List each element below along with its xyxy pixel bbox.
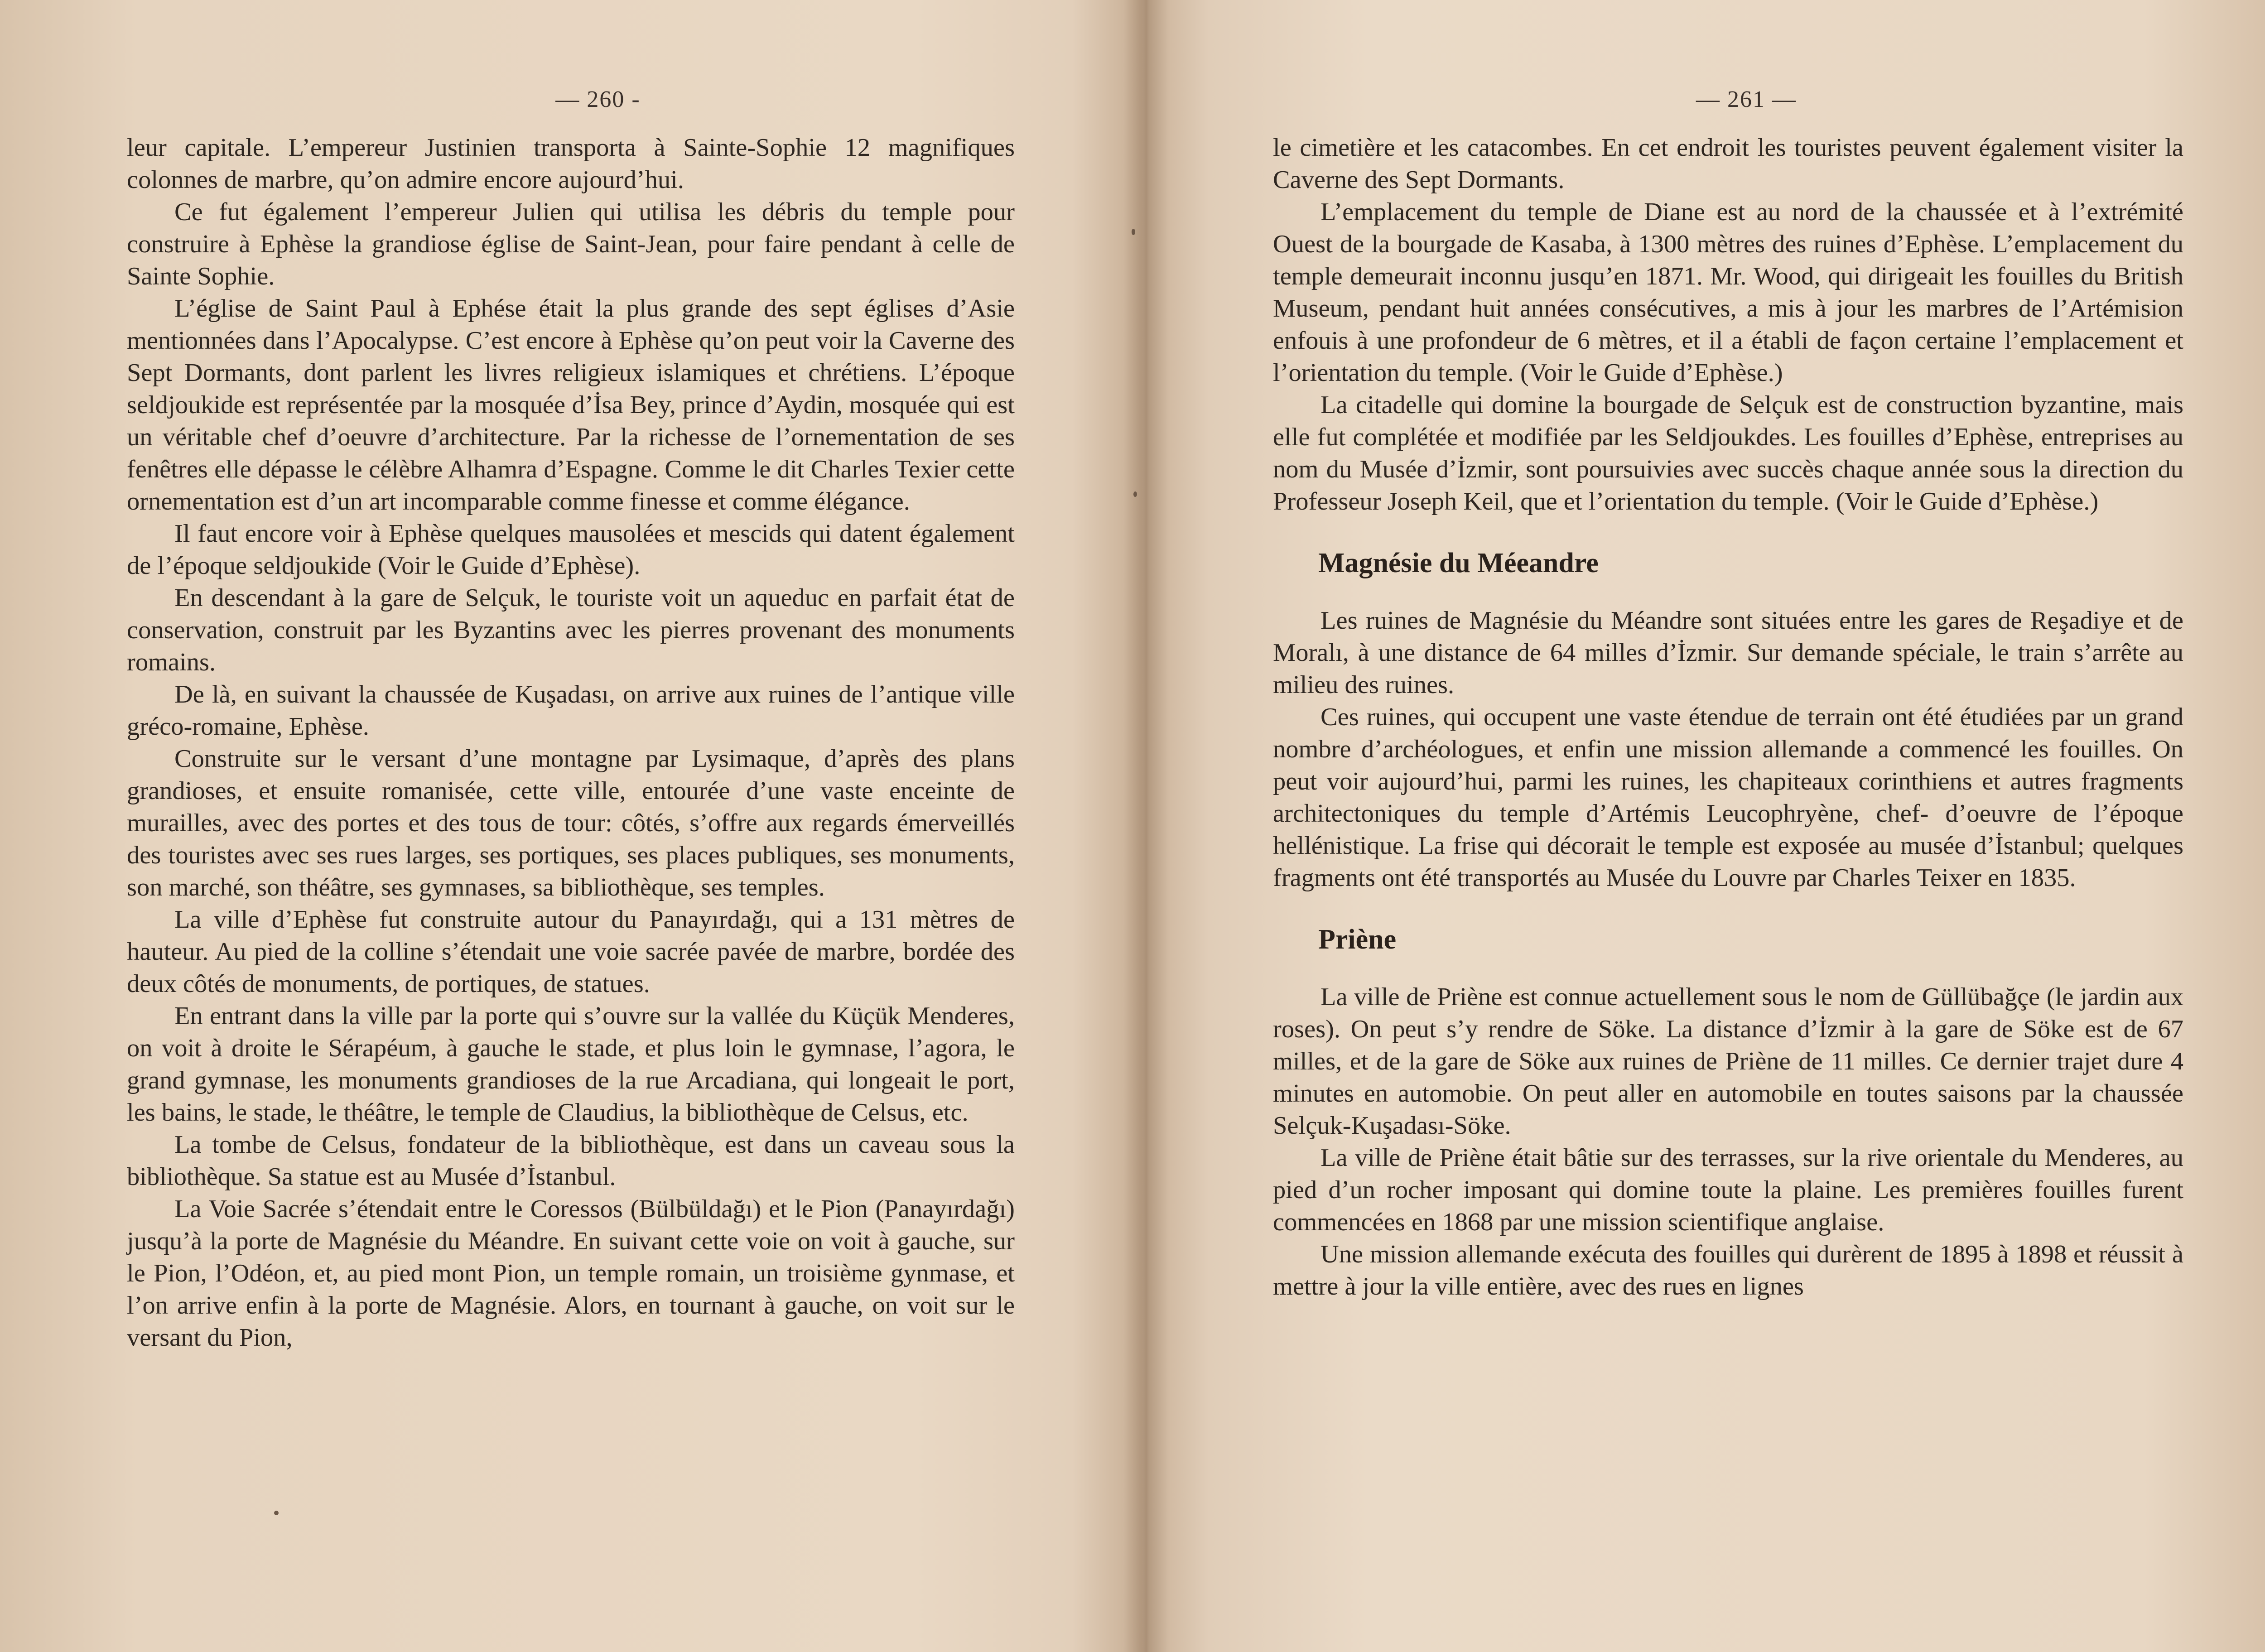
paper-speck xyxy=(1132,229,1135,235)
paragraph: Il faut encore voir à Ephèse quelques mausolées et mescids qui datent également de l’époque seldjoukide (Voir le Guide d’Ephèse). xyxy=(127,520,1015,580)
page-number: — 260 - xyxy=(555,87,641,112)
paragraph: La ville d’Ephèse fut construite autour du Panayırdağı, qui a 131 mètres de hauteur. Au pied de la colline s’étendait une voie sacrée pavée de marbre, bordée des deux côtés de monuments, de portiques, de statues. xyxy=(127,905,1015,998)
section-heading: Magnésie du Méeandre xyxy=(1318,548,1599,578)
right-page xyxy=(1273,86,2183,1303)
paragraph: leur capitale. L’empereur Justinien transporta à Sainte-Sophie 12 magnifiques colonnes de marbre, qu’on admire encore aujourd’hui. xyxy=(127,134,1015,194)
left-page xyxy=(127,86,1015,1354)
paragraph: La citadelle qui domine la bourgade de Selçuk est de construction byzantine, mais elle fut complétée et modifiée par les Seldjoukdes. Les fouilles d’Ephèse, entreprises au nom du Musée d’İzmir, sont poursuivies avec succès chaque année sous la direction du Professeur Joseph Keil, que et l’orientation du temple. (Voir le Guide d’Ephèse.) xyxy=(1273,391,2183,515)
paragraph: La ville de Priène était bâtie sur des terrasses, sur la rive orientale du Menderes, au pied d’un rocher imposant qui domine toute la plaine. Les premières fouilles furent commencées en 1868 par une mission scientifique anglaise. xyxy=(1273,1144,2183,1236)
paragraph: Ces ruines, qui occupent une vaste étendue de terrain ont été étudiées par un grand nombre d’archéologues, et enfin une mission allemande a commencé les fouilles. On peut voir aujourd’hui, parmi les ruines, les chapiteaux corinthiens et autres fragments architectoniques du temple d’Artémis Leucophryène, chef- d’oeuvre de l’époque hellénistique. La frise qui décorait le temple est exposée au musée d’İstanbul; quelques fragments ont été transportés au Musée du Louvre par Charles Teixer en 1835. xyxy=(1273,703,2183,892)
paragraph: De là, en suivant la chaussée de Kuşadası, on arrive aux ruines de l’antique ville gréco-romaine, Ephèse. xyxy=(127,680,1015,741)
paragraph: Une mission allemande exécuta des fouilles qui durèrent de 1895 à 1898 et réussit à mettre à jour la ville entière, avec des rues en lignes xyxy=(1273,1240,2183,1300)
book-gutter xyxy=(1123,0,1169,1652)
paragraph: En entrant dans la ville par la porte qui s’ouvre sur la vallée du Küçük Menderes, on voit à droite le Sérapéum, à gauche le stade, et plus loin le gymnase, l’agora, le grand gymnase, les monuments grandioses de la rue Arcadiana, qui longeait le port, les bains, le stade, le théâtre, le temple de Claudius, la bibliothèque de Celsus, etc. xyxy=(127,1002,1015,1127)
paragraph: En descendant à la gare de Selçuk, le touriste voit un aqueduc en parfait état de conservation, construit par les Byzantins avec les pierres provenant des monuments romains. xyxy=(127,584,1015,676)
paragraph: La Voie Sacrée s’étendait entre le Coressos (Bülbüldağı) et le Pion (Panayırdağı) jusqu’à la porte de Magnésie du Méandre. En suivant cette voie on voit à gauche, sur le Pion, l’Odéon, et, au pied mont Pion, un temple romain, un troisième gynmase, et l’on arrive enfin à la porte de Magnésie. Alors, en tournant à gauche, on voit sur le versant du Pion, xyxy=(127,1195,1015,1352)
paragraph: La ville de Priène est connue actuellement sous le nom de Güllübağçe (le jardin aux roses). On peut s’y rendre de Söke. La distance d’İzmir à la gare de Söke est de 67 milles, et de la gare de Söke aux ruines de Priène de 11 milles. Ce dernier trajet dure 4 minutes en automobie. On peut aller en automobile en toutes saisons par la chaussée Selçuk-Kuşadası-Söke. xyxy=(1273,983,2183,1140)
paragraph: le cimetière et les catacombes. En cet endroit les touristes peuvent également visiter la Caverne des Sept Dormants. xyxy=(1273,134,2183,194)
paragraph: L’emplacement du temple de Diane est au nord de la chaussée et à l’extrémité Ouest de la bourgade de Kasaba, à 1300 mètres des ruines d’Ephèse. L’emplacement du temple demeurait inconnu jusqu’en 1871. Mr. Wood, qui dirigeait les fouilles du British Museum, pendant huit années consécutives, a mis à jour les marbres de l’Artémision enfouis à une profondeur de 6 mètres, et il a établi de façon certaine l’emplacement et l’orientation du temple. (Voir le Guide d’Ephèse.) xyxy=(1273,198,2183,387)
paper-speck xyxy=(1133,491,1137,497)
paragraph: La tombe de Celsus, fondateur de la bibliothèque, est dans un caveau sous la bibliothèque. Sa statue est au Musée d’İstanbul. xyxy=(127,1131,1015,1191)
paper-speck xyxy=(274,1511,279,1515)
section-heading: Priène xyxy=(1318,924,1397,955)
paragraph: Les ruines de Magnésie du Méandre sont situées entre les gares de Reşadiye et de Moralı, à une distance de 64 milles d’İzmir. Sur demande spéciale, le train s’arrête au milieu des ruines. xyxy=(1273,607,2183,699)
paragraph: L’église de Saint Paul à Ephése était la plus grande des sept églises d’Asie mentionnées dans l’Apocalypse. C’est encore à Ephèse qu’on peut voir la Caverne des Sept Dormants, dont parlent les livres religieux islamiques et chrétiens. L’époque seldjoukide est représentée par la mosquée d’İsa Bey, prince d’Aydin, mosquée qui est un véritable chef d’oeuvre d’architecture. Par la richesse de l’ornementation de ses fenêtres elle dépasse le célèbre Alhamra d’Espagne. Comme le dit Charles Texier cette ornementation est d’un art incomparable comme finesse et comme élégance. xyxy=(127,294,1015,515)
page-number: — 261 — xyxy=(1696,87,1797,112)
paragraph: Construite sur le versant d’une montagne par Lysimaque, d’après des plans grandioses, et ensuite romanisée, cette ville, entourée d’une vaste enceinte de murailles, avec des portes et des tous de tour: côtés, s’offre aux regards émerveillés des touristes avec ses rues larges, ses portiques, ses places publiques, ses monuments, son marché, son théâtre, ses gymnases, sa bibliothèque, ses temples. xyxy=(127,745,1015,901)
paragraph: Ce fut également l’empereur Julien qui utilisa les débris du temple pour construire à Ephèse la grandiose église de Saint-Jean, pour faire pendant à celle de Sainte Sophie. xyxy=(127,198,1015,290)
